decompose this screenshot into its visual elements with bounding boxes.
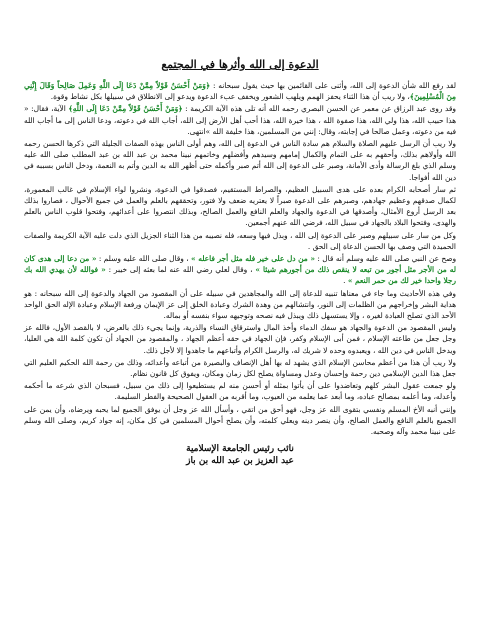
document-body <box>24 80 456 437</box>
paragraph <box>24 404 456 438</box>
paragraph <box>24 322 456 356</box>
paragraph <box>24 103 456 137</box>
quran-verse: ﴿وَمَنْ أَحْسَنُ قَوْلاً مِمَّنْ دَعَا إِلَى اللَّهِ﴾ <box>68 104 183 114</box>
hadith-quote: « من دل على خير فله مثل أجر فاعله » <box>191 254 315 264</box>
paragraph <box>24 80 456 102</box>
paragraph <box>24 184 456 229</box>
paragraph <box>24 288 456 322</box>
quran-verse: ﴿وَمَنْ أَحْسَنُ قَوْلاً مِمَّنْ دَعَا إِلَى اللَّهِ وَعَمِلَ صَالِحاً وَقَالَ إِنَّنِي مِنَ الْمُسْلِمِينَ﴾ <box>24 81 456 102</box>
paragraph-text: ولا ريب أن هذا من أعظم محاسن الإسلام الذي يشهد له بها أهل الإنصاف والبصيرة من أتباعه وأعدائه، وذلك من رحمة الله الحكيم العليم التي جعل هذا الدين الإسلامي دين رحمة وإحسان وعدل ومساواة يصلح لكل زمان ومكان، ويفوق كل قانون نظام. <box>24 357 456 379</box>
paragraph <box>24 253 456 287</box>
paragraph <box>24 357 456 379</box>
paragraph-text: ولو جمعت عقول البشر كلهم وتعاضدوا على أن يأتوا بمثله أو أحسن منه لم يستطيعوا إلى ذلك من سبيل، فسبحان الذي شرعه ما أحكمه وأعدله، وما أعلمه بمصالح عباده، وما أبعد عما يعلمه من العيوب، وما أقربه من العقول الصحيحة والفطر السليمة. <box>24 381 456 402</box>
paragraph-text: وإنني أنبه الأخ المسلم ونفسي بتقوى الله عز وجل، فهو أحق من اتقي ، وأسأل الله عز وجل أن يوفق الجميع لما يحبه ويرضاه، وأن يمن على الجميع بالعلم النافع والعمل الصالح، وأن ينصر دينه ويعلي كلمته، وأن يصلح أحوال المسلمين في كل مكان، إنه جواد كريم، وصلى الله وسلم على نبينا محمد وآله وصحبه. <box>24 404 456 437</box>
paragraph <box>24 230 456 252</box>
paragraph-text: ثم سار أصحابه الكرام بعده على هدى السبيل العظيم، والصراط المستقيم، فصدقوا في الدعوة، ونشروا لواء الإسلام في غالب المعمورة، لكمال صدقهم وعظيم جهادهم، وصبرهم على الدعوة صبراً لا يعتريه ضعف ولا فتور، وتحققهم بالعلم والعمل في جميع الأحوال ، فصاروا بذلك بعد الرسل أروع الأمثال، وأصدقها في الدعوة والجهاد والعلم النافع والعمل الصالح، وبذلك انتصروا على أعدائهم، وفتحوا قلوب الناس بالعلم والهدى، وفتحوا البلاد بالجهاد في سبيل الله، فرضي الله عنهم أجمعين. <box>24 184 456 228</box>
paragraph-text: وفي هذه الأحاديث وما جاء في معناها تنبيه للدعاة إلى الله والمجاهدين في سبيله على أن المقصود من الجهاد والدعوة إلى الله سبحانه : هو هداية البشر وإخراجهم من الظلمات إلى النور، وانتشالهم من وهدة الشرك وعبادة الخلق إلى عز الإيمان ورفعة الإسلام وعبادة الإله الحق الواحد الأحد الذي تصلح العبادة لغيره ، وإلا يستسهل ذلك ويبذل فيه نصحه وتوجيهه سواء بنفسه أو بماله. <box>24 288 456 321</box>
hadith-quote: « من دعا إلى هدى كان له من الأجر مثل أجور من تبعه لا ينقص ذلك من أجورهم شيئا » <box>24 254 457 275</box>
signature-block <box>24 443 456 467</box>
paragraph-text: لقد رفع الله شأن الدعوة إلى الله، وأثنى على القائمين بها حيث يقول سبحانه : <box>210 81 456 90</box>
signature-title: نائب رئيس الجامعة الإسلامية <box>186 444 294 455</box>
paragraph-text: ، وقال صلى الله عليه وسلم : <box>96 254 192 264</box>
paragraph-text: ، ولا ريب أن هذا الثناء يحفز الهمم ويلهب الشعور ويخفف عبء الدعوة ويدعو إلى الانطلاق في سبيلها بكل نشاط وقوة. <box>50 92 410 102</box>
paragraph-text: وليس المقصود من الدعوة والجهاد هو سفك الدماء وأخذ المال واسترقاق النساء والذرية، وإنما يجيء ذلك بالعرض، لا بالقصد الأول، فالله عز وجل جعل من طاعته الإسلام ، فمن أبى الإسلام وكفر، فإن الجهاد في حقه أعظم الجهاد ، والمقصود من الجهاد أن تكون كلمة الله هي العليا، ويدخل الناس في دين الله ، ويعبدوه وحده لا شريك له، والرسل الكرام وأتباعهم ما جاهدوا إلا لأجل ذلك. <box>24 323 456 355</box>
paragraph-text: . <box>343 276 348 286</box>
paragraph <box>24 138 456 183</box>
hadith-quote: « فوالله لأن يهدي الله بك رجلا واحدا خير لك من حمر النعم » <box>24 265 456 286</box>
paragraph-text: وصح عن النبي صلى الله عليه وسلم أنه قال : <box>315 254 457 264</box>
signature-name: عبد العزيز بن عبد الله بن باز <box>186 456 294 467</box>
paragraph-text: ، وقال لعلي رضي الله عنه لما بعثه إلى خيبر : <box>105 265 256 275</box>
paragraph-text: ولا ريب أن الرسل عليهم الصلاة والسلام هم سادة الناس في الدعوة إلى الله، وهم أولى الناس بهذه الصفات الجليلة التي ذكرها الحسن رحمه الله وأولاهم بذلك، وأحقهم به على التمام والكمال إمامهم وسيدهم وأفضلهم وخاتمهم نبينا محمد بن عبد الله بن عبد المطلب صلى الله عليه وسلم الذي بلغ الرسالة وأدى الأمانة، وصبر على الدعوة إلى الله أتم صبر وأكمله حتى أظهر الله به الدين وأتم به النعمة، ودخل الناس بسببه في دين الله أفواجا. <box>24 139 456 182</box>
paragraph <box>24 380 456 402</box>
paragraph-text: الآية، فقال: « هذا حبيب الله، هذا ولي الله، هذا صفوة الله ، هذا خيرة الله، هذا أحب أهل الأرض إلى الله، أجاب الله في دعوته، ودعا الناس إلى ما أجاب الله فيه من دعوته، وعمل صالحا في إجابته، وقال: إنني من المسلمين، هذا خليفة الله »انتهى. <box>24 104 456 136</box>
paragraph-text: وقد روى عبد الرزاق عن معمر عن الحسن البصري رحمه الله أنه تلى هذه الآية الكريمة : <box>182 104 456 114</box>
document-title: الدعوة إلى الله وأثرها في المجتمع <box>161 58 319 71</box>
paragraph-text: وكل من سار على سبيلهم وصبر على الدعوة إلى الله ، وبذل فيها وسعه، فله نصيبه من هذا الثناء الجزيل الذي دلت عليه الآية الكريمة والصفات الحميدة التي وصف بها الحسن الدعاة إلى الحق . <box>24 230 456 251</box>
